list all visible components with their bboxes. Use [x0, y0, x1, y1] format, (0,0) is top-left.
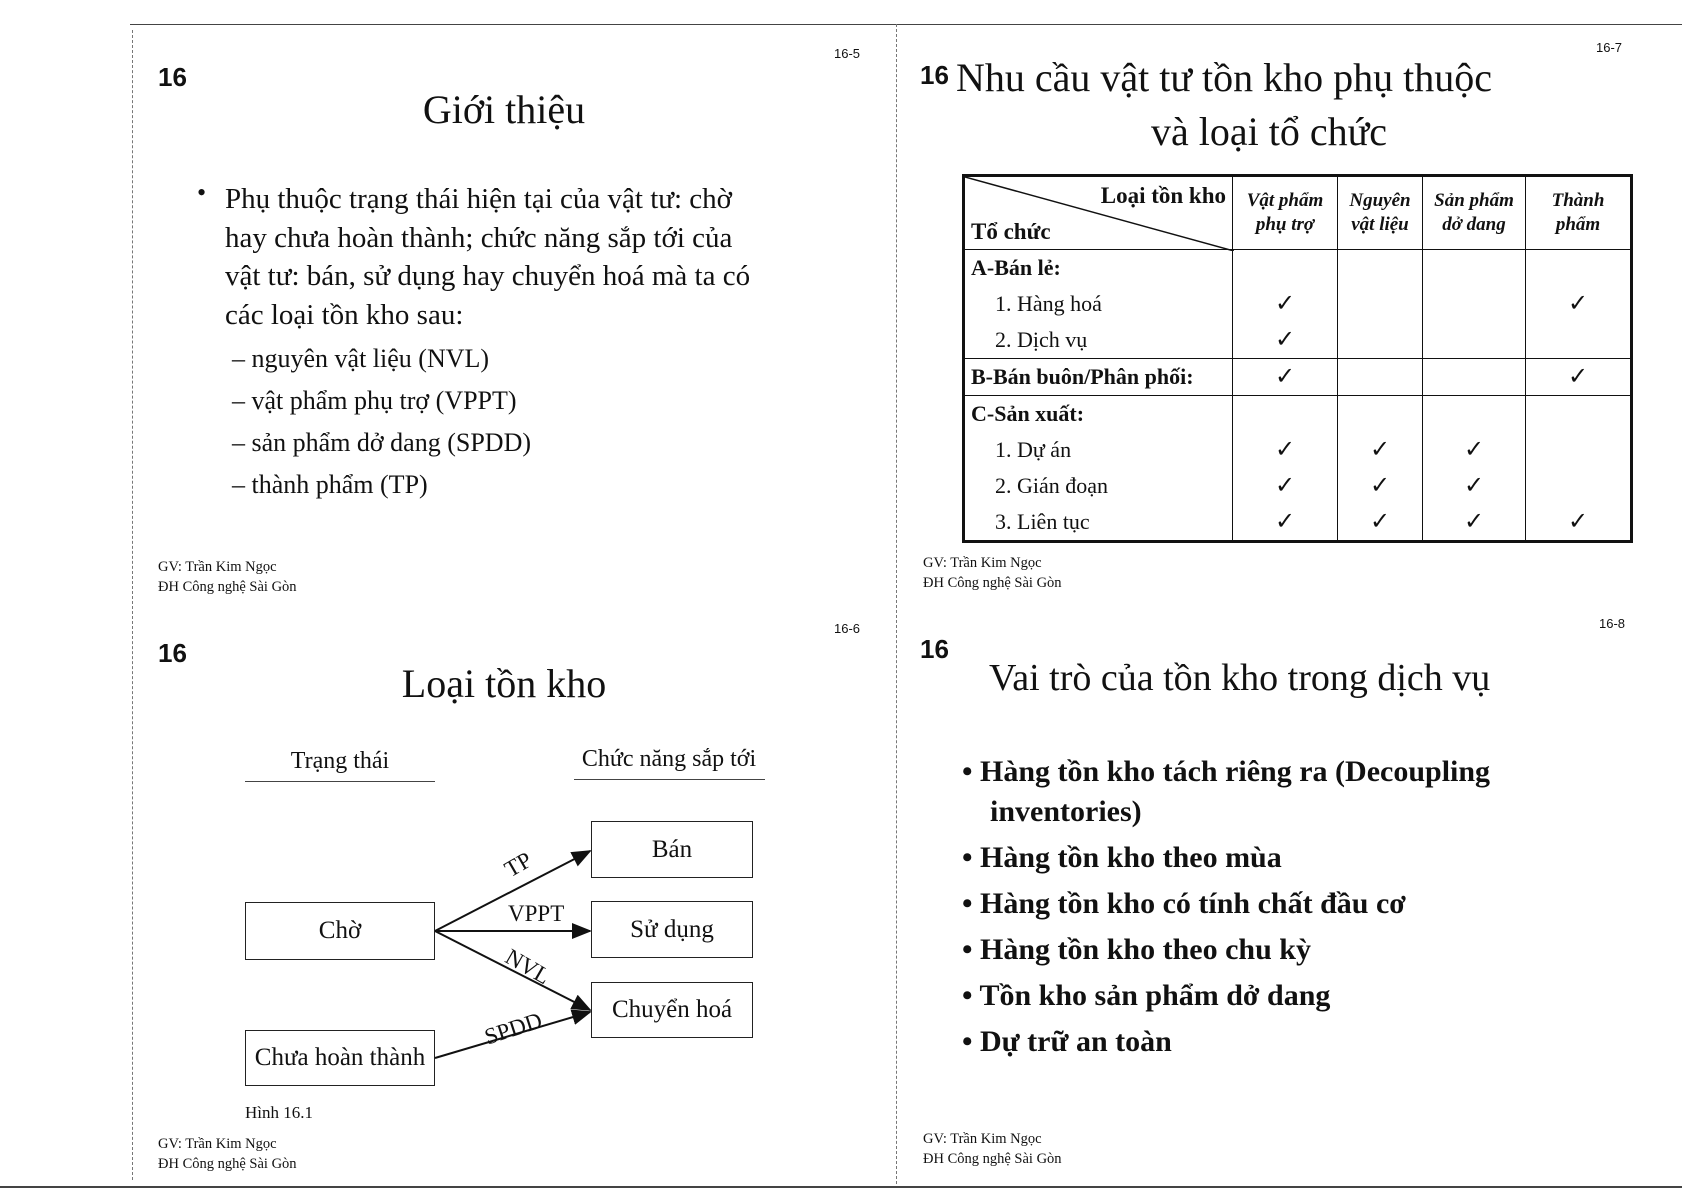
footer: GV: Trần Kim Ngọc ĐH Công nghệ Sài Gòn — [158, 1136, 297, 1172]
footer: GV: Trần Kim Ngọc ĐH Công nghệ Sài Gòn — [923, 555, 1062, 591]
edge-label-vppt: VPPT — [508, 901, 565, 926]
slide-title-line1: Nhu cầu vật tư tồn kho phụ thuộc — [956, 55, 1493, 100]
sub-item: – sản phẩm dở dang (SPDD) — [232, 428, 531, 457]
column-header: Thành phẩm — [1526, 176, 1632, 250]
column-header: Vật phẩm phụ trợ — [1233, 176, 1338, 250]
function-box-use: Sử dụng — [591, 901, 753, 958]
state-box-waiting: Chờ — [245, 902, 435, 960]
function-box-sell: Bán — [591, 821, 753, 878]
footer: GV: Trần Kim Ngọc ĐH Công nghệ Sài Gòn — [923, 1131, 1062, 1167]
edge-label-tp: TP — [500, 847, 537, 883]
corner-cell: Loại tồn kho Tổ chức — [964, 176, 1233, 250]
column-header: Nguyên vật liệu — [1338, 176, 1423, 250]
figure-caption: Hình 16.1 — [245, 1103, 313, 1122]
slide-title-line2: và loại tổ chức — [1150, 109, 1388, 154]
chapter-number: 16 — [158, 62, 187, 92]
state-box-unfinished: Chưa hoàn thành — [245, 1030, 435, 1086]
page-number: 16-7 — [1596, 40, 1623, 55]
bullet-dot: • — [197, 178, 207, 207]
table-group-wholesale: B-Bán buôn/Phân phối: ✓ ✓ — [964, 359, 1632, 396]
edge-label-nvl: NVL — [501, 943, 555, 990]
role-bullets: • Hàng tồn kho tách riêng ra (Decoupling inventories) • Hàng tồn kho theo mùa • Hàng tồn kho có tính chất đầu cơ • Hàng tồn kho theo chu kỳ • Tồn kho sản phẩm dở dang • Dự trữ an toàn — [962, 755, 1491, 1058]
footer: GV: Trần Kim Ngọc ĐH Công nghệ Sài Gòn — [158, 559, 297, 595]
sub-item: – vật phẩm phụ trợ (VPPT) — [232, 386, 517, 415]
chapter-number: 16 — [920, 634, 949, 664]
page-number: 16-8 — [1599, 616, 1626, 631]
page-number: 16-6 — [834, 621, 861, 636]
table-group-retail: A-Bán lẻ: 1. Hàng hoá 2. Dịch vụ ✓ ✓ ✓ — [964, 250, 1632, 359]
chapter-number: 16 — [158, 638, 187, 668]
slide-title: Loại tồn kho — [401, 661, 607, 706]
chapter-number: 16 — [920, 60, 949, 90]
table-group-manufacturing: C-Sản xuất: 1. Dự án 2. Gián đoạn 3. Liên tục ✓ ✓ ✓ ✓ ✓ ✓ ✓ ✓ ✓ ✓ — [964, 396, 1632, 542]
inventory-table — [962, 174, 1633, 543]
states-header: Trạng thái — [290, 748, 390, 774]
page-number: 16-5 — [834, 46, 861, 61]
column-header: Sản phẩm dở dang — [1423, 176, 1526, 250]
functions-header: Chức năng sắp tới — [581, 746, 757, 772]
intro-bullet: Phụ thuộc trạng thái hiện tại của vật tư: chờ hay chưa hoàn thành; chức năng sắp tới của vật tư: bán, sử dụng hay chuyển hoá mà ta có các loại tồn kho sau: — [225, 183, 751, 331]
sub-item: – thành phẩm (TP) — [232, 470, 428, 499]
slide-title: Giới thiệu — [422, 87, 586, 132]
slide-title: Vai trò của tồn kho trong dịch vụ — [989, 657, 1491, 699]
edge-label-spdd: SPDD — [481, 1007, 546, 1050]
function-box-transform: Chuyển hoá — [591, 982, 753, 1038]
sub-item: – nguyên vật liệu (NVL) — [232, 344, 490, 373]
